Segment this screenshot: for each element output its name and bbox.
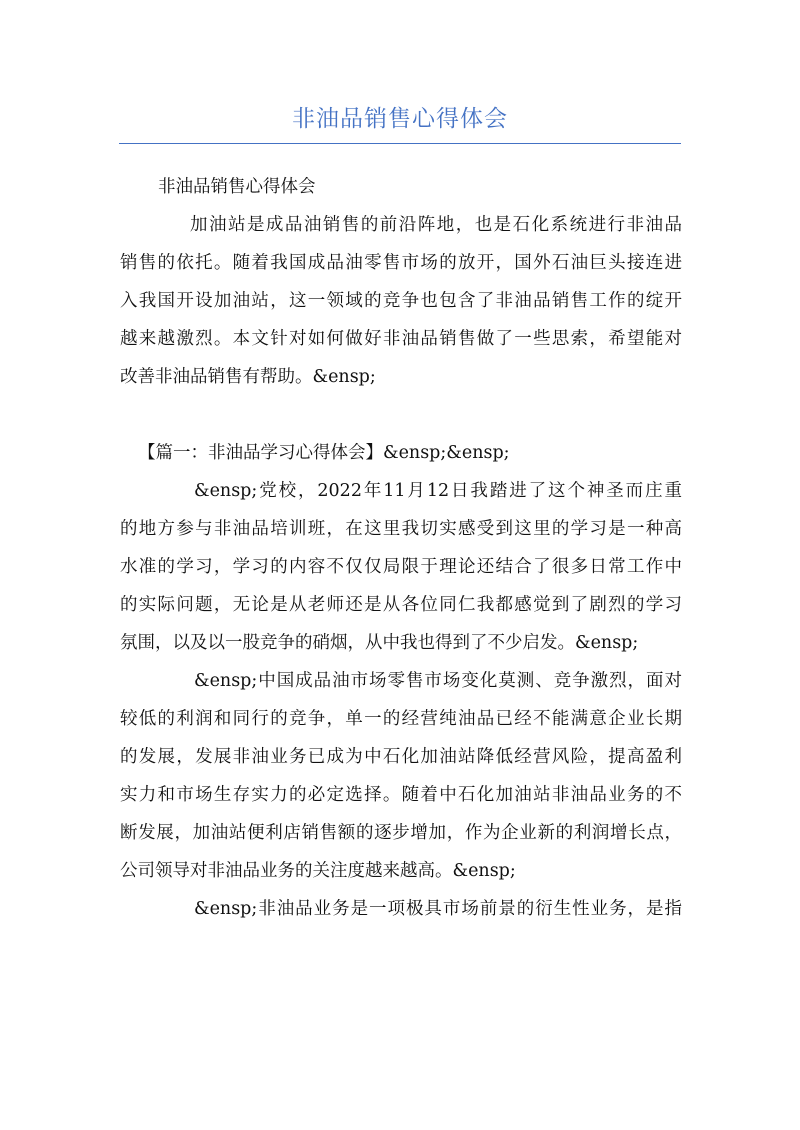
intro-line: 销售的依托。随着我国成品油零售市场的放开，国外石油巨头接连进 [120,253,682,273]
intro-line: 越来越激烈。本文针对如何做好非油品销售做了一些思索，希望能对 [120,329,682,349]
paragraph-line: 水准的学习，学习的内容不仅仅局限于理论还结合了很多日常工作中 [120,557,682,577]
document-body [120,168,682,928]
paragraph-line: &ensp;非油品业务是一项极具市场前景的衍生性业务，是指 [194,899,682,919]
paragraph-line: &ensp;党校，2022年11月12日我踏进了这个神圣而庄重 [194,481,682,501]
paragraph-line: 断发展，加油站便利店销售额的逐步增加，作为企业新的利润增长点， [120,823,682,843]
paragraph-line: 的发展，发展非油业务已成为中石化加油站降低经营风险，提高盈利 [120,747,682,767]
intro-line: 改善非油品销售有帮助。&ensp; [120,367,376,387]
paragraph-line: 实力和市场生存实力的必定选择。随着中石化加油站非油品业务的不 [120,785,682,805]
paragraph-line: &ensp;中国成品油市场零售市场变化莫测、竞争激烈，面对 [194,671,682,691]
paragraph-line: 的实际问题，无论是从老师还是从各位同仁我都感觉到了剧烈的学习 [120,595,682,615]
section-heading: 【篇一：非油品学习心得体会】&ensp;&ensp; [138,443,510,463]
paragraph-line: 公司领导对非油品业务的关注度越来越高。&ensp; [120,861,516,881]
paragraph-line: 较低的利润和同行的竞争，单一的经营纯油品已经不能满意企业长期 [120,709,682,729]
document-title: 非油品销售心得体会 [292,106,508,132]
title-underline [119,143,681,144]
paragraph-line: 的地方参与非油品培训班，在这里我切实感受到这里的学习是一种高 [120,519,682,539]
subtitle: 非油品销售心得体会 [158,177,316,197]
paragraph-gap [120,396,682,434]
intro-line: 加油站是成品油销售的前沿阵地，也是石化系统进行非油品 [190,215,682,235]
intro-line: 入我国开设加油站，这一领域的竞争也包含了非油品销售工作的绽开 [120,291,682,311]
paragraph-line: 氛围，以及以一股竞争的硝烟，从中我也得到了不少启发。&ensp; [120,633,639,653]
